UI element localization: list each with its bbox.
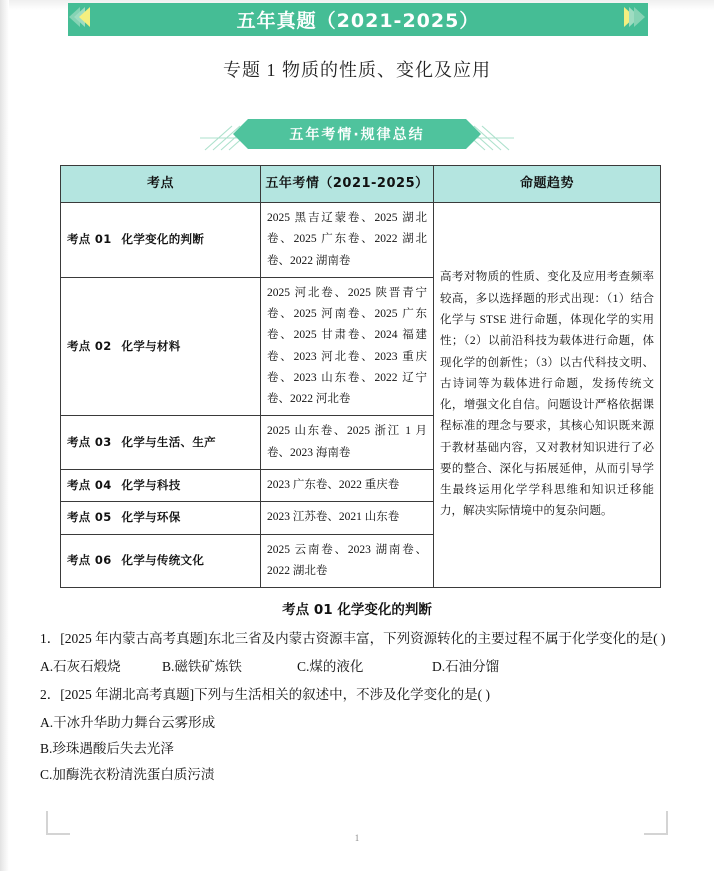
topic-cell: [61, 203, 261, 278]
topic-name: 化学变化的判断: [121, 232, 205, 247]
exams-cell: 2025 黑吉辽蒙卷、2025 湖北卷、2025 广东卷、2022 湖北卷、2022 湖南卷: [261, 203, 434, 278]
table-row: [61, 203, 661, 278]
column-header-topic: 考点: [61, 166, 261, 203]
topic-name: 化学与传统文化: [121, 553, 205, 568]
chevron-left-accent-icon: [79, 7, 90, 27]
topic-cell: [61, 502, 261, 534]
exams-cell: 2025 河北卷、2025 陕晋青宁卷、2025 河南卷、2025 广东卷、2025 甘肃卷、2024 福建卷、2023 河北卷、2023 重庆卷、2023 山东卷、2022 辽宁卷、2022 河北卷: [261, 277, 434, 416]
banner-chevrons-right: [627, 0, 642, 33]
exams-cell: 2025 云南卷、2023 湖南卷、2022 湖北卷: [261, 534, 434, 588]
question-stem: 2．[2025 年湖北高考真题]下列与生活相关的叙述中，不涉及化学变化的是( ): [40, 686, 490, 702]
column-header-exams: 五年考情（2021-2025）: [261, 166, 434, 203]
section-badge-label: 五年考情·规律总结: [289, 127, 425, 143]
option-b[interactable]: B.珍珠遇酸后失去光泽: [40, 740, 174, 756]
option-d[interactable]: D.石油分馏: [432, 658, 500, 674]
header-banner: [68, 3, 648, 36]
option-c[interactable]: C.加酶洗衣粉清洗蛋白质污渍: [40, 767, 215, 783]
exam-summary-table: [60, 165, 661, 588]
topic-name: 化学与科技: [121, 477, 181, 492]
topic-number: 考点 04: [67, 477, 112, 492]
page-title: 专题 1 物质的性质、变化及应用: [223, 60, 491, 80]
topic-name: 化学与材料: [121, 339, 181, 353]
column-header-trend: 命题趋势: [434, 166, 661, 203]
topic-number: 考点 03: [67, 435, 112, 450]
topic-cell: [61, 534, 261, 588]
option-a[interactable]: A.干冰升华助力舞台云雾形成: [40, 714, 216, 730]
topic-number: 考点 05: [67, 510, 112, 525]
question-stem: 1．[2025 年内蒙古高考真题]东北三省及内蒙古资源丰富，下列资源转化的主要过程不属于化学变化的是( ): [40, 631, 666, 646]
trend-cell: 高考对物质的性质、变化及应用考查频率较高，多以选择题的形式出现：（1）结合化学与 STSE 进行命题，体现化学的实用性；（2）以前沿科技为载体进行命题，体现化学的创新性；（3）以古代科技文明、古诗词等为载体进行命题，发扬传统文化，增强文化自信。问题设计严格依据课程标准的理念与要求，其核心知识既来源于教材基础内容，又对教材知识进行了必要的整合、深化与拓展延伸，从而引导学生最终运用化学学科思维和知识迁移能力，解决实际情境中的复杂问题。: [434, 203, 661, 588]
topic-cell: [61, 277, 261, 416]
page-number: 1: [354, 833, 360, 843]
question-section-title: 考点 01 化学变化的判断: [282, 602, 432, 618]
topic-name: 化学与环保: [121, 510, 181, 525]
topic-name: 化学与生活、生产: [121, 435, 216, 450]
exams-cell: 2025 山东卷、2025 浙江 1 月卷、2023 海南卷: [261, 416, 434, 470]
topic-cell: [61, 469, 261, 501]
banner-title: 五年真题（2021-2025）: [236, 10, 480, 32]
table-header-row: [61, 166, 661, 203]
topic-number: 考点 02: [67, 339, 112, 353]
topic-cell: [61, 416, 261, 470]
banner-chevrons-left: [72, 0, 87, 33]
chevron-right-icon: [634, 7, 645, 27]
crop-mark-bottom-left: [46, 811, 70, 835]
crop-mark-bottom-right: [644, 811, 668, 835]
exams-cell: 2023 广东卷、2022 重庆卷: [261, 469, 434, 501]
topic-number: 考点 06: [67, 553, 112, 568]
exams-cell: 2023 江苏卷、2021 山东卷: [261, 502, 434, 534]
option-c[interactable]: C.煤的液化: [297, 658, 364, 674]
topic-number: 考点 01: [67, 232, 112, 247]
option-a[interactable]: A.石灰石煅烧: [40, 658, 121, 674]
question-options-inline: [40, 654, 674, 680]
section-badge: [0, 112, 714, 156]
question-section: [40, 598, 674, 789]
option-b[interactable]: B.磁铁矿炼铁: [162, 658, 242, 674]
